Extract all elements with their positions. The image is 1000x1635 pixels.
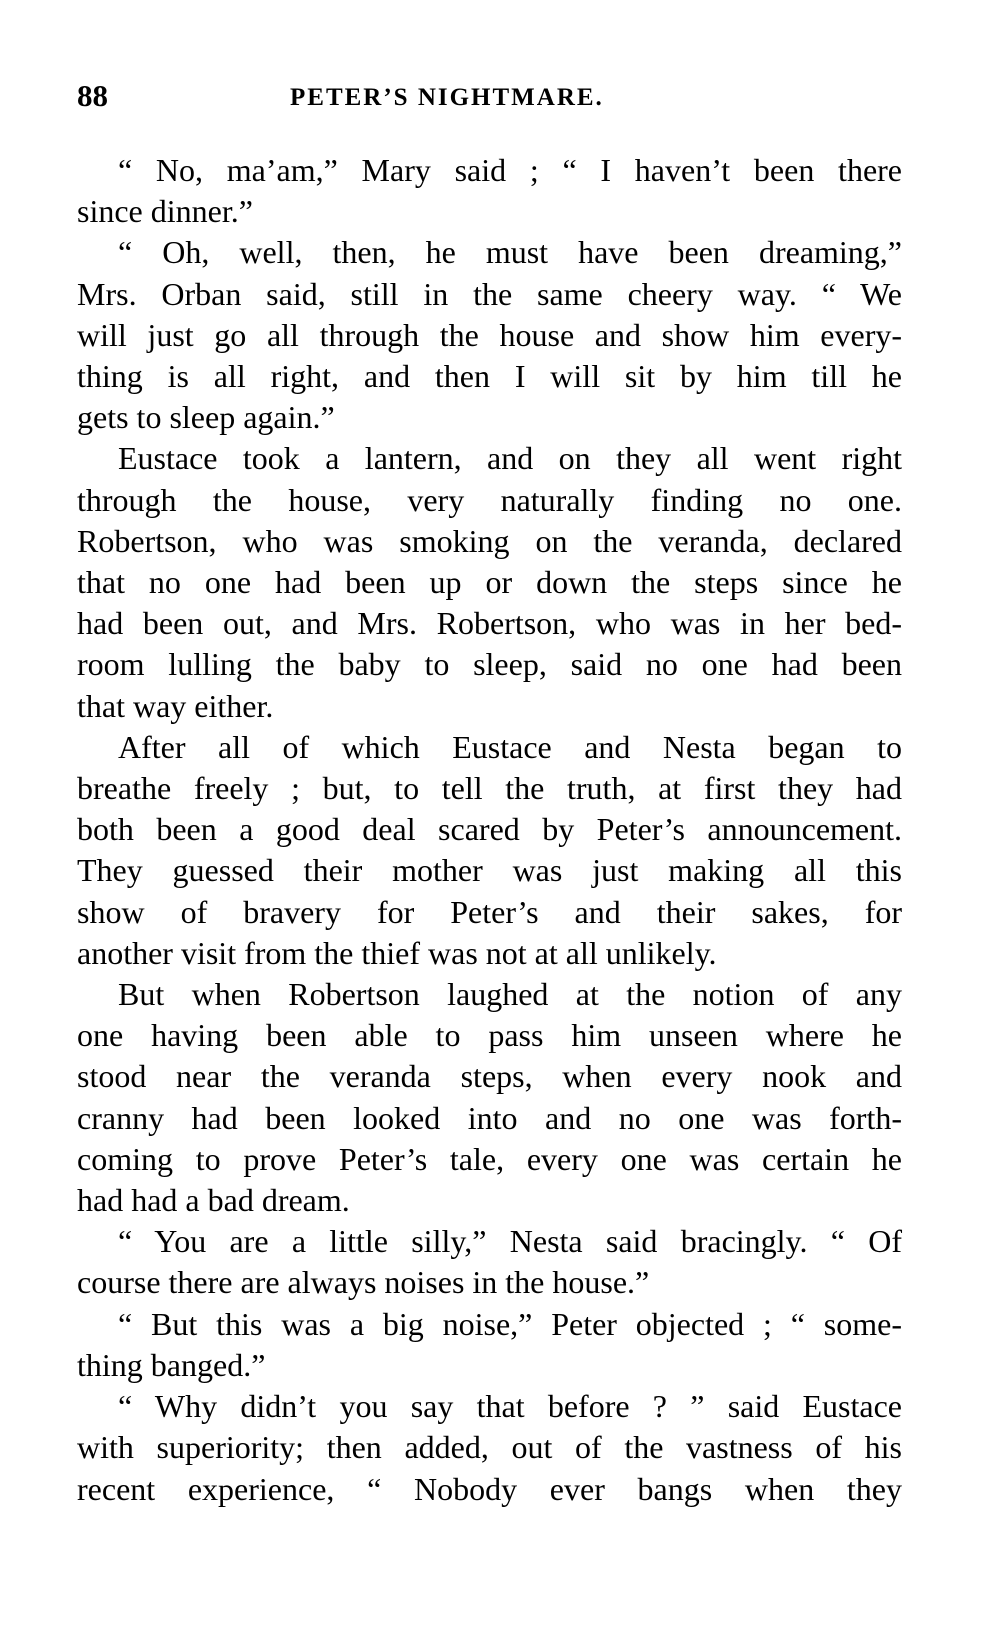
paragraph: [77, 1386, 902, 1510]
text-line: But when Robertson laughed at the notion of any: [118, 976, 902, 1013]
paragraph: [77, 974, 902, 1221]
page-header: [77, 76, 902, 126]
text-line: breathe freely ; but, to tell the truth, at first they had: [77, 770, 902, 807]
paragraph: [77, 232, 902, 438]
text-line: “ You are a little silly,” Nesta said bracingly. “ Of: [118, 1223, 902, 1260]
text-line: that no one had been up or down the steps since he: [77, 564, 902, 601]
text-line: “ Why didn’t you say that before ? ” said Eustace: [118, 1388, 902, 1425]
text-line: thing is all right, and then I will sit by him till he: [77, 358, 902, 395]
text-line: one having been able to pass him unseen where he: [77, 1017, 902, 1054]
text-line: cranny had been looked into and no one was forth-: [77, 1099, 902, 1136]
text-line: gets to sleep again.”: [77, 399, 335, 436]
text-line: show of bravery for Peter’s and their sakes, for: [77, 893, 902, 930]
text-line: since dinner.”: [77, 193, 253, 230]
text-line: had had a bad dream.: [77, 1182, 350, 1219]
paragraph: [77, 438, 902, 726]
text-line: had been out, and Mrs. Robertson, who was in her bed-: [77, 605, 902, 642]
text-line: both been a good deal scared by Peter’s announcement.: [77, 811, 902, 848]
text-line: coming to prove Peter’s tale, every one was certain he: [77, 1140, 902, 1177]
text-line: “ Oh, well, then, he must have been dreaming,”: [118, 234, 902, 271]
text-line: Mrs. Orban said, still in the same cheery way. “ We: [77, 275, 902, 312]
page-number: 88: [77, 78, 108, 113]
text-line: “ No, ma’am,” Mary said ; “ I haven’t been there: [118, 152, 902, 188]
text-line: with superiority; then added, out of the vastness of his: [77, 1429, 902, 1466]
text-line: room lulling the baby to sleep, said no one had been: [77, 646, 902, 683]
text-line: another visit from the thief was not at all unlikely.: [77, 934, 717, 971]
paragraph: [77, 1221, 902, 1303]
paragraph: [77, 727, 902, 974]
text-line: recent experience, “ Nobody ever bangs when they: [77, 1470, 902, 1507]
text-line: through the house, very naturally finding no one.: [77, 481, 902, 518]
paragraph: [77, 150, 902, 232]
text-line: thing banged.”: [77, 1346, 266, 1383]
text-line: stood near the veranda steps, when every nook and: [77, 1058, 902, 1095]
text-line: After all of which Eustace and Nesta began to: [118, 728, 902, 765]
text-line: that way either.: [77, 687, 274, 724]
running-title: PETER’S NIGHTMARE.: [290, 84, 604, 111]
text-line: “ But this was a big noise,” Peter objected ; “ some-: [118, 1305, 902, 1342]
text-line: will just go all through the house and show him every-: [77, 316, 902, 353]
body-text: [77, 150, 902, 1510]
text-line: Eustace took a lantern, and on they all went right: [118, 440, 902, 477]
paragraph: [77, 1304, 902, 1386]
text-line: course there are always noises in the house.”: [77, 1264, 650, 1301]
text-line: They guessed their mother was just making all this: [77, 852, 902, 889]
text-line: Robertson, who was smoking on the veranda, declared: [77, 522, 902, 559]
